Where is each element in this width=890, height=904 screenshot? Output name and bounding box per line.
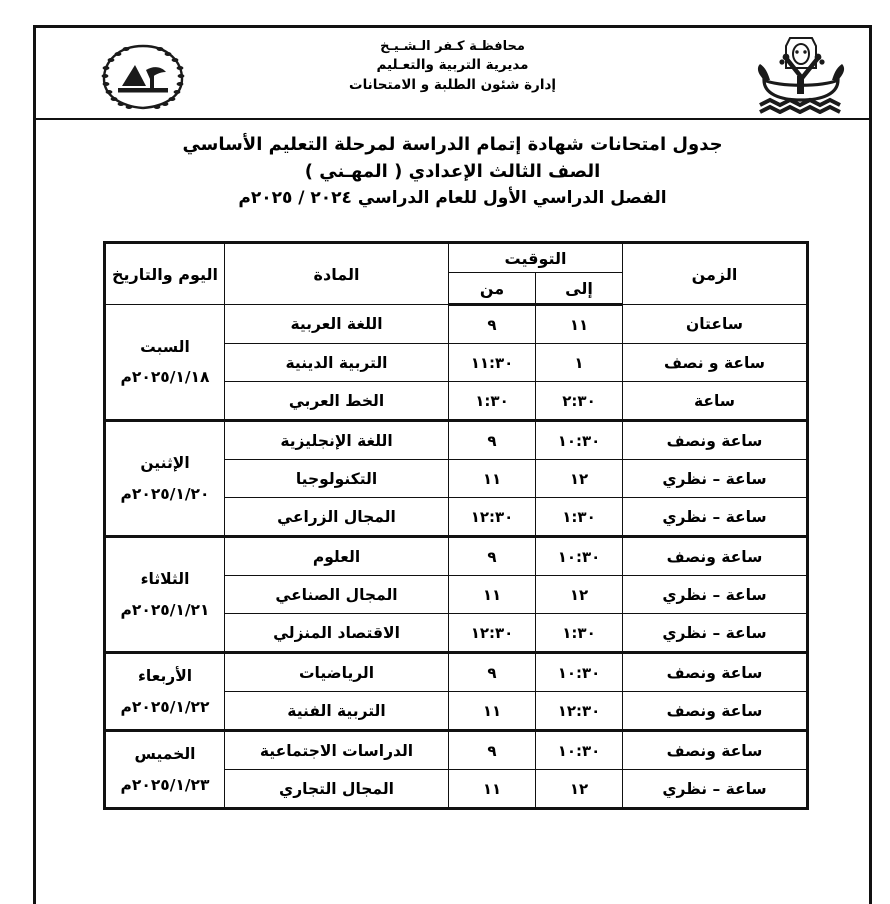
cell-subject: الاقتصاد المنزلي [225,614,449,653]
cell-subject: الدراسات الاجتماعية [225,731,449,770]
date-value: ٢٠٢٥/١/١٨م [120,368,210,386]
cell-time-from: ١:٣٠ [449,382,536,421]
cell-time-to: ١١ [536,305,623,344]
cell-time-to: ٢:٣٠ [536,382,623,421]
table-row [105,421,808,460]
cell-day-and-date [105,731,225,809]
cell-duration: ساعة و نصف [623,344,808,382]
cell-duration: ساعة – نظري [623,498,808,537]
cell-subject: المجال التجاري [225,770,449,809]
cell-time-from: ١٢:٣٠ [449,498,536,537]
cell-subject: الرياضيات [225,653,449,692]
cell-time-to: ١٢ [536,770,623,809]
cell-time-from: ١١ [449,770,536,809]
day-name: السبت [140,337,190,356]
header-timing: التوقيت [449,243,623,273]
cell-day-and-date [105,537,225,653]
cell-time-from: ٩ [449,305,536,344]
cell-time-from: ١١ [449,692,536,731]
cell-duration: ساعة ونصف [623,537,808,576]
table-row [105,731,808,770]
organization-lines [36,38,869,95]
cell-time-to: ١٠:٣٠ [536,653,623,692]
day-name: الخميس [134,745,196,764]
cell-time-to: ١٠:٣٠ [536,421,623,460]
cell-day-and-date [105,653,225,731]
cell-day-and-date [105,421,225,537]
table-row [105,537,808,576]
cell-time-to: ١ [536,344,623,382]
cell-subject: المجال الصناعي [225,576,449,614]
cell-time-to: ١٢ [536,460,623,498]
cell-time-from: ١١ [449,576,536,614]
table-body [105,305,808,809]
header-date: اليوم والتاريخ [105,243,225,305]
table-row [105,653,808,692]
cell-time-from: ٩ [449,653,536,692]
date-value: ٢٠٢٥/١/٢٣م [120,775,210,794]
cell-subject: المجال الزراعي [225,498,449,537]
table-header [105,243,808,305]
org-line-governorate: محافظـة كـفر الـشـيـخ [380,39,525,54]
day-name: الثلاثاء [140,570,190,589]
cell-time-to: ١٢ [536,576,623,614]
cell-time-to: ١٢:٣٠ [536,692,623,731]
date-value: ٢٠٢٥/١/٢٢م [120,697,210,716]
cell-time-from: ١١ [449,460,536,498]
org-line-department: إدارة شئون الطلبة و الامتحانات [349,76,556,93]
cell-time-to: ١٠:٣٠ [536,731,623,770]
date-value: ٢٠٢٥/١/٢١م [120,600,210,619]
ministry-of-education-emblem-icon [746,34,856,114]
cell-duration: ساعة – نظري [623,460,808,498]
cell-duration: ساعتان [623,305,808,344]
letterhead [36,28,869,120]
cell-time-from: ٩ [449,421,536,460]
header-duration: الزمن [623,243,808,305]
document-title [36,131,869,212]
cell-day-and-date [105,305,225,421]
header-time-to: إلى [536,273,623,305]
cell-duration: ساعة ونصف [623,731,808,770]
cell-subject: التكنولوجيا [225,460,449,498]
table-header-row-top [105,243,808,273]
title-line-term: الفصل الدراسي الأول للعام الدراسي ٢٠٢٤ / ٢٠٢٥م [238,187,667,208]
day-name: الإثنين [140,454,190,473]
cell-subject: اللغة الإنجليزية [225,421,449,460]
cell-duration: ساعة ونصف [623,421,808,460]
cell-subject: الخط العربي [225,382,449,421]
cell-duration: ساعة – نظري [623,614,808,653]
date-value: ٢٠٢٥/١/٢٠م [120,484,210,503]
cell-duration: ساعة [623,382,808,421]
cell-duration: ساعة – نظري [623,770,808,809]
table-row [105,305,808,344]
day-name: الأربعاء [137,667,193,686]
cell-subject: العلوم [225,537,449,576]
header-subject: المادة [225,243,449,305]
exam-schedule-table [103,241,809,810]
cell-subject: اللغة العربية [225,305,449,344]
cell-time-from: ١٢:٣٠ [449,614,536,653]
cell-subject: التربية الدينية [225,344,449,382]
cell-subject: التربية الفنية [225,692,449,731]
cell-time-to: ١:٣٠ [536,614,623,653]
cell-time-to: ١:٣٠ [536,498,623,537]
cell-time-from: ٩ [449,731,536,770]
cell-time-to: ١٠:٣٠ [536,537,623,576]
title-line-exam: جدول امتحانات شهادة إتمام الدراسة لمرحلة التعليم الأساسي [182,134,723,155]
org-line-directorate: مديرية التربية والتعـليم [376,57,529,74]
document-page-frame [33,25,872,904]
exam-schedule-table-wrapper [108,241,809,810]
title-line-grade: الصف الثالث الإعدادي ( المهـني ) [304,161,601,183]
cell-duration: ساعة ونصف [623,692,808,731]
cell-time-from: ٩ [449,537,536,576]
cell-time-from: ١١:٣٠ [449,344,536,382]
cell-duration: ساعة ونصف [623,653,808,692]
header-time-from: من [449,273,536,305]
cell-duration: ساعة – نظري [623,576,808,614]
